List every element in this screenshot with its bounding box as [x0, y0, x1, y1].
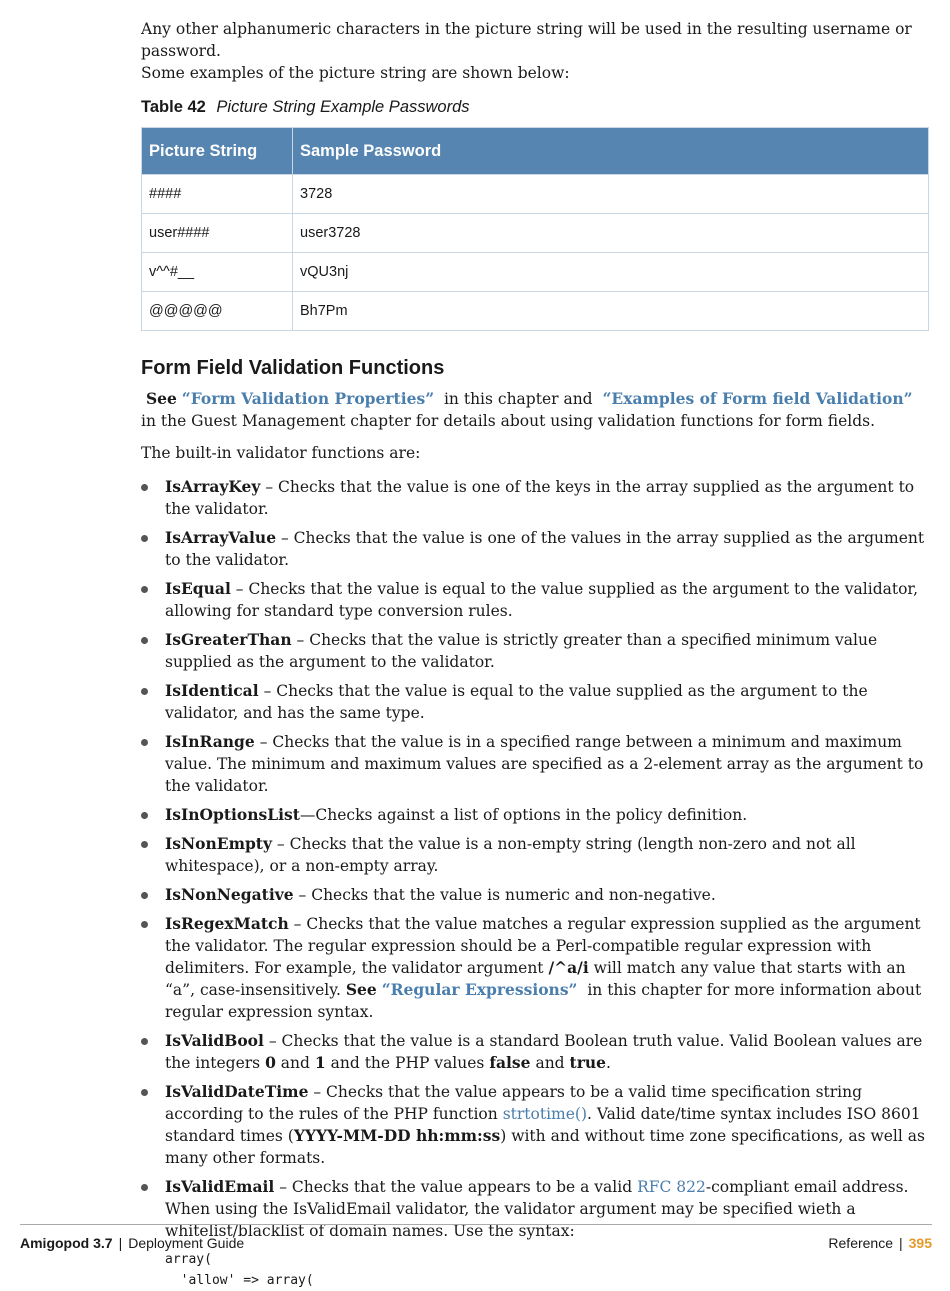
- function-description-cont: -compliant email address. When using the IsValidEmail validator, the validator argument may be specified wieth a whitelist/blacklist of domain names. Use the syntax:: [165, 1178, 909, 1240]
- cell-picture-string: @@@@@: [142, 292, 293, 331]
- value-one: 1: [314, 1053, 326, 1072]
- function-name: IsEqual: [165, 579, 231, 598]
- bullet-icon: [141, 688, 148, 695]
- list-item: [141, 476, 931, 520]
- column-header-picture-string: Picture String: [142, 128, 293, 175]
- list-item-regex-match: [141, 913, 931, 1023]
- function-description: – Checks that the value is equal to the value supplied as the argument to the validator, allowing for standard type conversion rules.: [165, 580, 919, 620]
- cell-picture-string: ####: [142, 175, 293, 214]
- page-number: 395: [908, 1235, 932, 1251]
- function-description-tail: in this chapter for more information about regular expression syntax.: [165, 981, 922, 1021]
- value-true: true: [569, 1053, 607, 1072]
- function-description: – Checks that the value is strictly greater than a specified minimum value supplied as the argument to the validator.: [165, 631, 878, 671]
- cell-sample-password: 3728: [293, 175, 929, 214]
- table-header-row: [142, 128, 929, 175]
- intro-line-1: Any other alphanumeric characters in the picture string will be used in the resulting username or password.: [141, 20, 912, 60]
- list-item: [141, 731, 931, 797]
- product-name: Amigopod 3.7: [20, 1235, 113, 1251]
- bullet-icon: [141, 892, 148, 899]
- function-name: IsNonEmpty: [165, 834, 272, 853]
- see-word: See: [145, 389, 177, 408]
- bullet-icon: [141, 812, 148, 819]
- function-description: – Checks that the value is a non-empty string (length non-zero and not all whitespace), or a non-empty array.: [165, 835, 856, 875]
- and-text: and: [280, 1054, 310, 1072]
- table-row: [142, 214, 929, 253]
- table-row: [142, 292, 929, 331]
- function-name: IsValidEmail: [165, 1177, 275, 1196]
- guide-name: Deployment Guide: [128, 1235, 245, 1251]
- cell-sample-password: user3728: [293, 214, 929, 253]
- function-description: – Checks that the value appears to be a valid: [279, 1178, 633, 1196]
- function-description-cont: and the PHP values: [330, 1054, 485, 1072]
- function-name: IsValidBool: [165, 1031, 264, 1050]
- function-name: IsInOptionsList: [165, 805, 300, 824]
- footer-separator: |: [899, 1235, 903, 1251]
- list-item: [141, 833, 931, 877]
- intro-line-2: Some examples of the picture string are shown below:: [141, 64, 570, 82]
- bullet-icon: [141, 586, 148, 593]
- bullet-icon: [141, 637, 148, 644]
- list-item: [141, 527, 931, 571]
- list-item-valid-bool: [141, 1030, 931, 1074]
- bullet-icon: [141, 484, 148, 491]
- function-description: – Checks that the value is a standard Boolean truth value. Valid Boolean values are the integers: [165, 1032, 923, 1072]
- function-description: – Checks that the value is one of the values in the array supplied as the argument to the validator.: [165, 529, 925, 569]
- function-description: – Checks that the value matches a regular expression supplied as the argument the validator. The regular expression should be a Perl-compatible regular expression with delimiters. For example, the validator argument: [165, 915, 921, 977]
- validator-list: [141, 476, 931, 1242]
- bullet-icon: [141, 921, 148, 928]
- table-number: Table 42: [141, 98, 206, 116]
- list-item: [141, 578, 931, 622]
- function-description: – Checks that the value is one of the keys in the array supplied as the argument to the validator.: [165, 478, 915, 518]
- footer-right: [828, 1235, 932, 1251]
- table-title: Picture String Example Passwords: [216, 98, 470, 116]
- bullet-icon: [141, 1184, 148, 1191]
- function-name: IsValidDateTime: [165, 1082, 309, 1101]
- datetime-format: YYYY-MM-DD hh:mm:ss: [293, 1126, 501, 1145]
- table-caption: [141, 98, 931, 117]
- see-mid-text: in this chapter and: [443, 390, 593, 408]
- table-row: [142, 175, 929, 214]
- function-description: —Checks against a list of options in the policy definition.: [299, 806, 748, 824]
- table-row: [142, 253, 929, 292]
- column-header-sample-password: Sample Password: [293, 128, 929, 175]
- footer-separator: |: [118, 1235, 123, 1251]
- see-also-paragraph: [141, 388, 931, 432]
- function-name: IsIdentical: [165, 681, 259, 700]
- see-tail-text: in the Guest Management chapter for details about using validation functions for form fields.: [141, 412, 876, 430]
- function-description-cont: will match any value that starts with an “a”, case-insensitively.: [165, 959, 906, 999]
- function-description-tail: ) with and without time zone specifications, as well as many other formats.: [165, 1127, 925, 1167]
- chapter-name: Reference: [828, 1235, 893, 1251]
- list-item: [141, 680, 931, 724]
- bullet-icon: [141, 535, 148, 542]
- link-strtotime[interactable]: strtotime(): [502, 1105, 588, 1123]
- function-description-cont: . Valid date/time syntax includes ISO 8601 standard times (: [165, 1105, 921, 1145]
- bullet-icon: [141, 1089, 148, 1096]
- link-form-validation-properties[interactable]: “Form Validation Properties”: [181, 389, 435, 408]
- function-description: – Checks that the value appears to be a valid time specification string according to the rules of the PHP function: [165, 1083, 863, 1123]
- and-text: and: [535, 1054, 565, 1072]
- footer-left: [20, 1235, 244, 1251]
- cell-sample-password: vQU3nj: [293, 253, 929, 292]
- list-item: [141, 629, 931, 673]
- bullet-icon: [141, 1038, 148, 1045]
- list-item: [141, 804, 931, 826]
- value-false: false: [489, 1053, 531, 1072]
- validators-lead: The built-in validator functions are:: [141, 444, 421, 462]
- code-line: 'allow' => array(: [165, 1273, 314, 1288]
- cell-sample-password: Bh7Pm: [293, 292, 929, 331]
- link-examples-form-field-validation[interactable]: “Examples of Form field Validation”: [602, 389, 913, 408]
- picture-string-table: [141, 127, 929, 331]
- function-name: IsRegexMatch: [165, 914, 289, 933]
- list-item: [141, 884, 931, 906]
- bullet-icon: [141, 841, 148, 848]
- period: .: [606, 1054, 611, 1072]
- function-description: – Checks that the value is equal to the value supplied as the argument to the validator, and has the same type.: [165, 682, 868, 722]
- bullet-icon: [141, 739, 148, 746]
- function-name: IsArrayValue: [165, 528, 277, 547]
- list-item-valid-datetime: [141, 1081, 931, 1169]
- see-word: See: [345, 980, 377, 999]
- function-description: – Checks that the value is numeric and non-negative.: [298, 886, 716, 904]
- function-name: IsInRange: [165, 732, 255, 751]
- link-rfc-822[interactable]: RFC 822: [637, 1178, 706, 1196]
- regex-example: /^a/i: [548, 958, 589, 977]
- function-name: IsNonNegative: [165, 885, 294, 904]
- page-content: [141, 18, 931, 1291]
- function-description: – Checks that the value is in a specified range between a minimum and maximum value. The minimum and maximum values are specified as a 2-element array as the argument to the validator.: [165, 733, 924, 795]
- value-zero: 0: [265, 1053, 276, 1072]
- link-regular-expressions[interactable]: “Regular Expressions”: [381, 980, 578, 999]
- function-name: IsGreaterThan: [165, 630, 292, 649]
- section-heading: Form Field Validation Functions: [141, 357, 445, 379]
- page-footer: [20, 1224, 932, 1251]
- code-line: array(: [165, 1252, 212, 1267]
- code-sample: [165, 1249, 931, 1291]
- cell-picture-string: v^^#__: [142, 253, 293, 292]
- cell-picture-string: user####: [142, 214, 293, 253]
- function-name: IsArrayKey: [165, 477, 261, 496]
